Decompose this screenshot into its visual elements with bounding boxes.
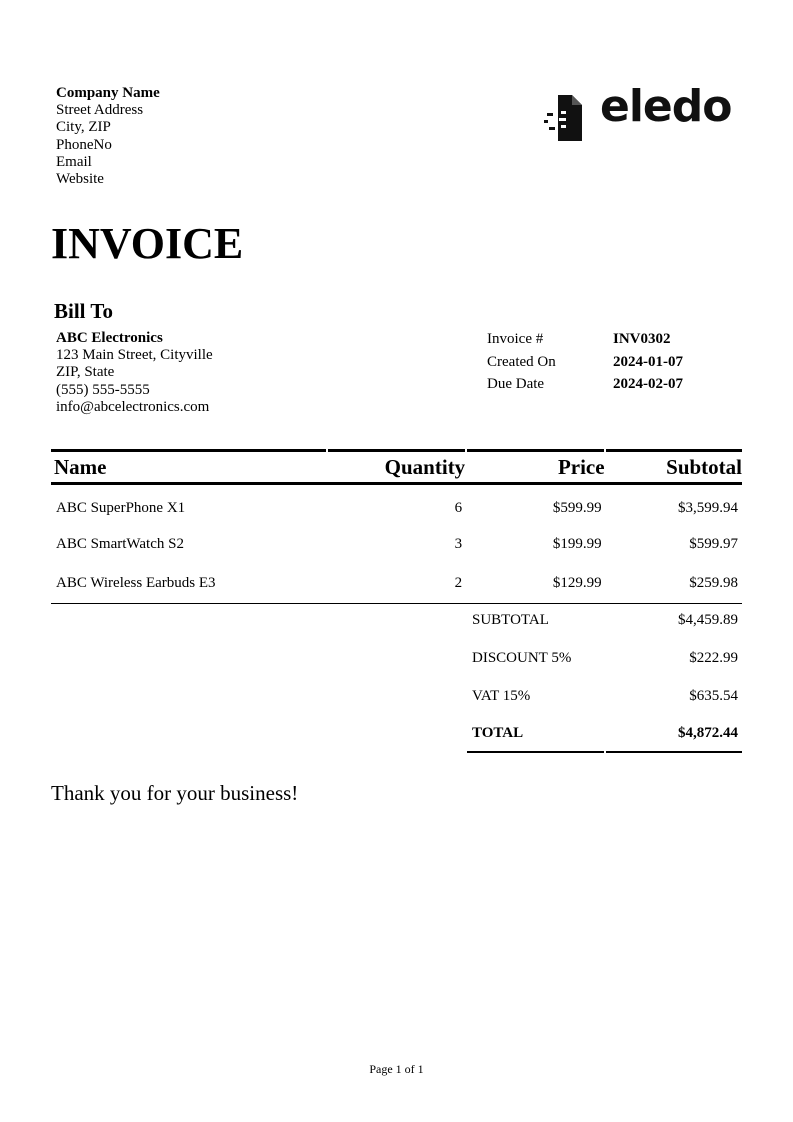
bill-to-street: 123 Main Street, Cityville	[56, 347, 213, 364]
item-subtotal: $3,599.94	[678, 499, 739, 516]
item-quantity: 3	[454, 536, 463, 552]
discount-label: DISCOUNT 5%	[472, 649, 572, 666]
meta-label: Invoice #	[487, 331, 544, 347]
totals-row	[467, 639, 742, 677]
eledo-logo	[544, 81, 732, 145]
header-quantity: Quantity	[384, 454, 466, 479]
bill-to-heading: Bill To	[54, 299, 113, 323]
thank-you-note: Thank you for your business!	[51, 781, 299, 805]
company-city: City, ZIP	[56, 119, 111, 136]
meta-row	[487, 331, 683, 354]
total-label: TOTAL	[472, 724, 524, 741]
item-price: $199.99	[552, 536, 602, 552]
item-quantity: 2	[454, 574, 463, 591]
bill-to-email: info@abcelectronics.com	[56, 398, 210, 415]
item-subtotal: $599.97	[689, 536, 739, 552]
company-name: Company Name	[56, 85, 160, 101]
company-website: Website	[56, 171, 104, 188]
table-row	[51, 530, 742, 559]
discount-value: $222.99	[689, 649, 738, 666]
header-subtotal: Subtotal	[666, 454, 742, 479]
item-subtotal: $259.98	[689, 574, 739, 591]
bill-to-zip: ZIP, State	[56, 364, 115, 381]
table-row	[51, 559, 742, 604]
company-phone: PhoneNo	[56, 136, 112, 153]
totals-block	[467, 601, 742, 753]
meta-value: INV0302	[613, 331, 671, 347]
meta-label: Created On	[487, 353, 556, 370]
table-row	[51, 485, 742, 530]
vat-value: $635.54	[689, 687, 738, 704]
bill-to-address	[56, 330, 213, 416]
meta-label: Due Date	[487, 376, 545, 392]
vat-label: VAT 15%	[472, 687, 531, 704]
table-header	[51, 449, 742, 485]
bill-to-phone: (555) 555-5555	[56, 381, 150, 398]
total-value: $4,872.44	[678, 724, 738, 741]
item-quantity: 6	[454, 499, 463, 516]
meta-value: 2024-02-07	[613, 376, 683, 392]
meta-row	[487, 376, 683, 399]
subtotal-label: SUBTOTAL	[472, 611, 549, 628]
item-name: ABC SuperPhone X1	[56, 499, 186, 516]
document-logo-icon	[544, 93, 594, 145]
item-name: ABC SmartWatch S2	[56, 536, 184, 552]
subtotal-value: $4,459.89	[678, 611, 738, 628]
page-footer: Page 1 of 1	[369, 1062, 424, 1076]
meta-row	[487, 354, 683, 377]
item-price: $599.99	[552, 499, 602, 516]
company-street: Street Address	[56, 102, 144, 119]
header-name: Name	[54, 454, 107, 479]
totals-row	[467, 601, 742, 639]
item-name: ABC Wireless Earbuds E3	[56, 574, 216, 591]
item-price: $129.99	[552, 574, 602, 591]
logo-text: eledo	[600, 81, 732, 132]
bill-to-name: ABC Electronics	[56, 330, 163, 346]
total-row	[467, 715, 742, 753]
invoice-title: INVOICE	[51, 219, 244, 268]
company-email: Email	[56, 153, 92, 170]
meta-value: 2024-01-07	[613, 353, 683, 370]
company-info	[56, 85, 160, 188]
totals-row	[467, 677, 742, 715]
items-table	[51, 449, 742, 604]
invoice-meta	[487, 331, 683, 399]
header-price: Price	[557, 454, 605, 479]
